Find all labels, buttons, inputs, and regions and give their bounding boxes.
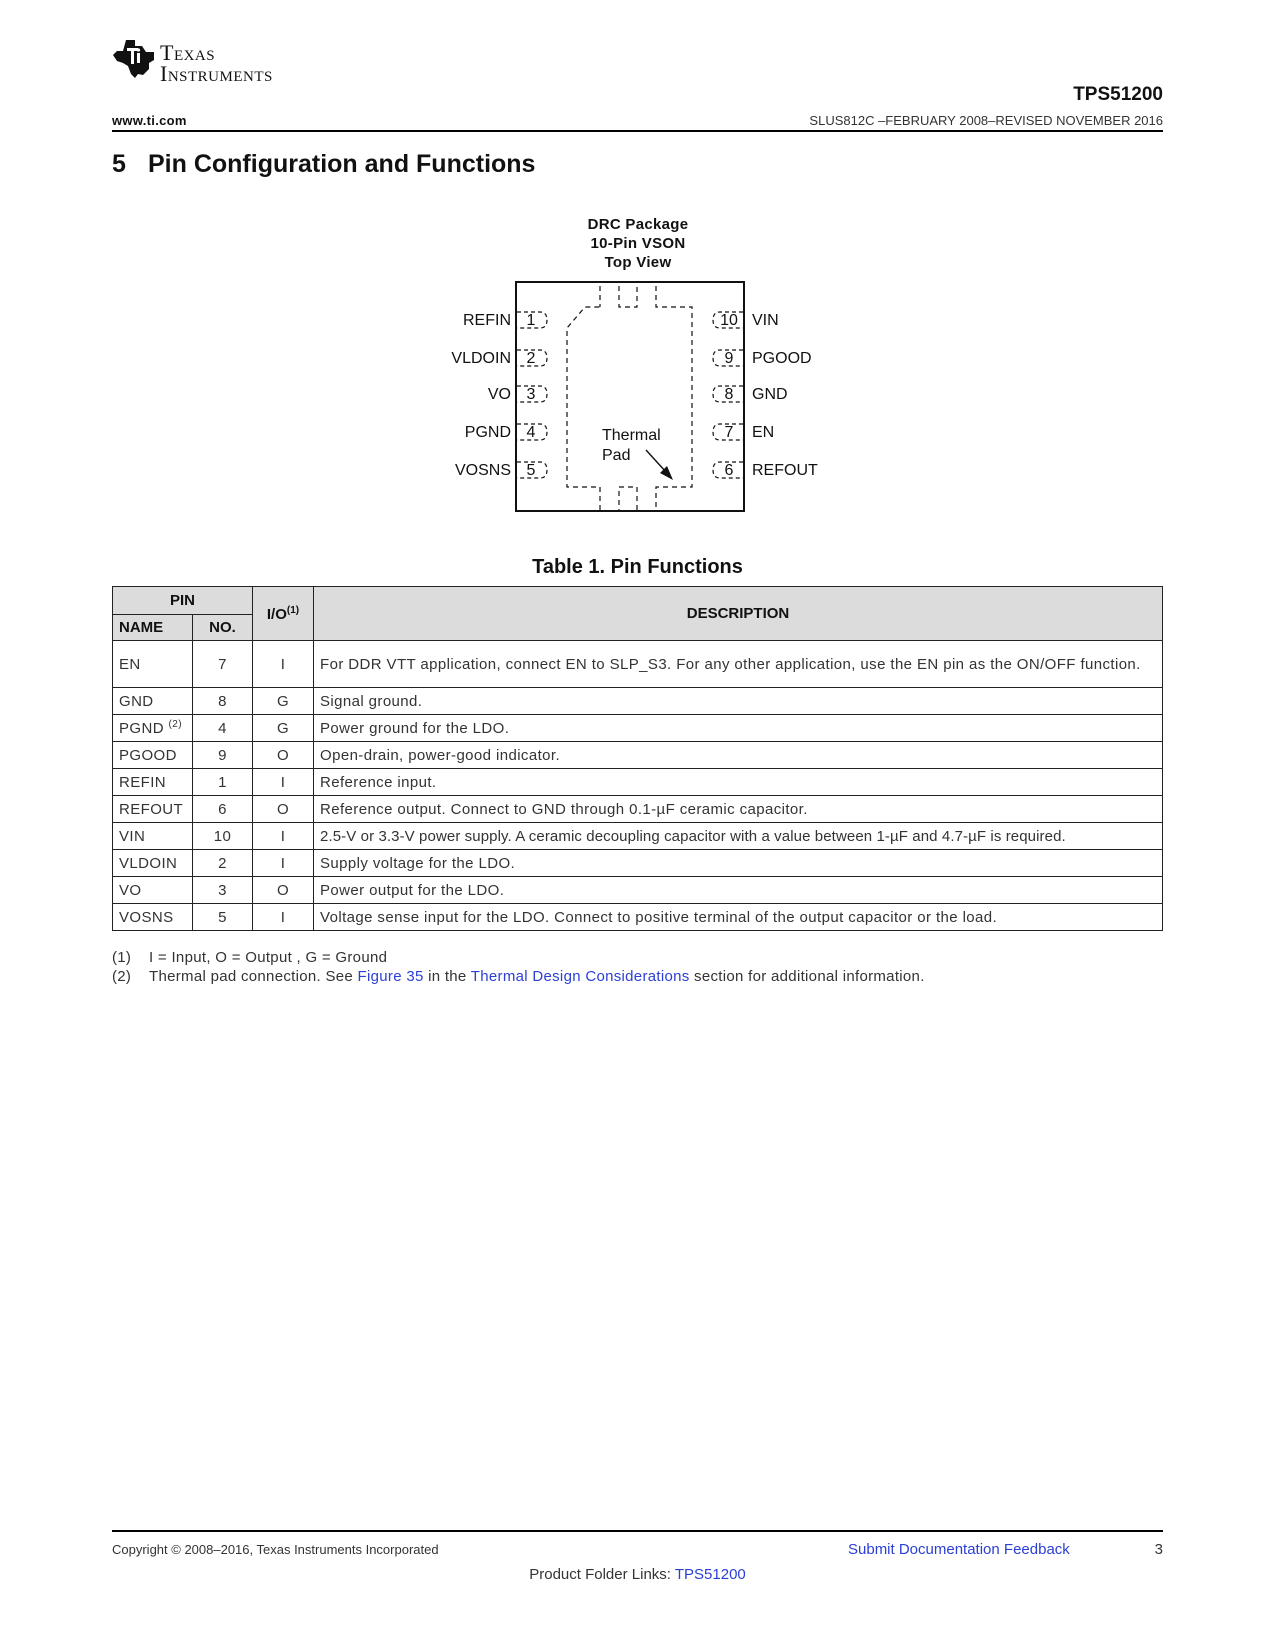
- pin-io-cell: I: [253, 850, 314, 877]
- thermal-pad-outline: [567, 286, 692, 510]
- thermal-pad-label: Thermal: [602, 427, 661, 444]
- pin-name: EN: [119, 655, 141, 673]
- table-row: [113, 641, 1163, 688]
- website-link[interactable]: www.ti.com: [112, 113, 187, 128]
- pin-number: 4: [526, 424, 536, 441]
- pin-name: PGND: [464, 424, 511, 441]
- pin-name: REFOUT: [752, 462, 818, 479]
- pin-functions-table: [112, 586, 1163, 931]
- thermal-design-link[interactable]: Thermal Design Considerations: [470, 968, 690, 985]
- pin-name: VO: [119, 881, 142, 899]
- pin-desc-cell: Power output for the LDO.: [314, 877, 1163, 904]
- package-title-line2: 10-Pin VSON: [590, 235, 686, 252]
- pin-number: 10: [720, 312, 738, 329]
- pin-desc-cell: Power ground for the LDO.: [314, 715, 1163, 742]
- pin-name-cell: [113, 877, 193, 904]
- footnotes: [112, 948, 925, 986]
- footnote-text: Thermal pad connection. See: [149, 968, 358, 985]
- section-number: 5: [112, 150, 126, 178]
- pin-name: PGOOD: [752, 350, 812, 367]
- footnote-2: [112, 967, 925, 986]
- pin-number: 7: [724, 424, 734, 441]
- header-io-label: I/O: [266, 605, 287, 623]
- pin-name-cell: [113, 742, 193, 769]
- pin-name: VIN: [119, 827, 146, 845]
- product-folder-links: [0, 1566, 1275, 1583]
- header-name: NAME: [113, 615, 193, 641]
- pin-desc-cell: Voltage sense input for the LDO. Connect to positive terminal of the output capacitor or the load.: [314, 904, 1163, 931]
- header-no: NO.: [193, 615, 253, 641]
- pin-name-cell: [113, 823, 193, 850]
- pin-name-cell: [113, 796, 193, 823]
- pin-name: PGND: [119, 720, 164, 737]
- company-name-line1: Texas: [160, 40, 216, 65]
- header-pin: PIN: [113, 587, 253, 615]
- pin-io-cell: I: [253, 769, 314, 796]
- pin-io-cell: G: [253, 715, 314, 742]
- footnote-text: in the: [423, 968, 471, 985]
- pin-desc-cell: Reference output. Connect to GND through 0.1-µF ceramic capacitor.: [314, 796, 1163, 823]
- pin-desc-cell: Reference input.: [314, 769, 1163, 796]
- copyright: Copyright © 2008–2016, Texas Instruments Incorporated: [112, 1542, 439, 1557]
- pin-name: GND: [119, 692, 154, 710]
- footnote-number: (1): [112, 949, 132, 966]
- footer-divider: [112, 1530, 1163, 1532]
- pin-no-cell: 2: [193, 850, 253, 877]
- pin-number: 9: [724, 350, 734, 367]
- ti-logo-icon[interactable]: [112, 36, 162, 86]
- pin-no-cell: 3: [193, 877, 253, 904]
- document-id: SLUS812C –FEBRUARY 2008–REVISED NOVEMBER 2016: [809, 113, 1163, 128]
- pin-io-cell: I: [253, 823, 314, 850]
- page-number: 3: [1154, 1541, 1163, 1558]
- pin-name: PGOOD: [119, 746, 177, 764]
- table-row: [113, 904, 1163, 931]
- submit-feedback-link[interactable]: Submit Documentation Feedback: [848, 1541, 1070, 1558]
- pin-name-cell: [113, 688, 193, 715]
- pin-name: REFOUT: [119, 800, 184, 818]
- pin-no-cell: 4: [193, 715, 253, 742]
- pin-name-cell: [113, 850, 193, 877]
- pin-io-cell: I: [253, 641, 314, 688]
- header-description: DESCRIPTION: [314, 587, 1163, 641]
- pin-number: 5: [526, 462, 536, 479]
- part-number: TPS51200: [1073, 84, 1163, 105]
- pin-number: 8: [724, 386, 734, 403]
- pin-name: GND: [752, 386, 788, 403]
- pin-name: REFIN: [463, 312, 511, 329]
- pin-io-cell: O: [253, 877, 314, 904]
- pin-name: VIN: [752, 312, 779, 329]
- table-row: [113, 850, 1163, 877]
- pin-io-cell: O: [253, 796, 314, 823]
- package-title: [538, 215, 738, 272]
- pin-no-cell: 5: [193, 904, 253, 931]
- table-row: [113, 742, 1163, 769]
- thermal-pad-label: Pad: [602, 447, 631, 464]
- thermal-pad-arrow-icon: [646, 450, 666, 472]
- pin-desc-cell: Signal ground.: [314, 688, 1163, 715]
- table-row: [113, 715, 1163, 742]
- pin-name: REFIN: [119, 773, 166, 791]
- pin-number: 1: [526, 312, 536, 329]
- package-diagram: [430, 280, 850, 530]
- table-row: [113, 877, 1163, 904]
- pin-desc-cell: Open-drain, power-good indicator.: [314, 742, 1163, 769]
- package-title-line3: Top View: [604, 254, 672, 271]
- footnote-1: [112, 948, 925, 967]
- package-title-line1: DRC Package: [587, 216, 689, 233]
- section-title-text: Pin Configuration and Functions: [148, 150, 536, 178]
- pin-name-cell: [113, 769, 193, 796]
- package-outline: [516, 282, 744, 511]
- pin-no-cell: 9: [193, 742, 253, 769]
- pin-io-cell: O: [253, 742, 314, 769]
- pin-no-cell: 6: [193, 796, 253, 823]
- pin-name: VLDOIN: [451, 350, 511, 367]
- pin-name: EN: [752, 424, 775, 441]
- table-row: [113, 823, 1163, 850]
- footnote-text: section for additional information.: [689, 968, 925, 985]
- table-row: [113, 769, 1163, 796]
- pin-name: VOSNS: [119, 908, 174, 926]
- pin-number: 2: [526, 350, 536, 367]
- pin-no-cell: 10: [193, 823, 253, 850]
- footnote-ref[interactable]: (1): [286, 604, 300, 616]
- pin-number: 6: [724, 462, 734, 479]
- table-row: [113, 688, 1163, 715]
- pin-name-cell: [113, 641, 193, 688]
- folder-links-label: Product Folder Links:: [529, 1566, 675, 1583]
- pin-no-cell: 8: [193, 688, 253, 715]
- footnote-number: (2): [112, 968, 132, 985]
- pin-name-cell: [113, 715, 193, 742]
- product-folder-link[interactable]: TPS51200: [674, 1566, 746, 1583]
- pin-io-cell: G: [253, 688, 314, 715]
- pin-desc-cell: For DDR VTT application, connect EN to SLP_S3. For any other application, use the EN pin as the ON/OFF function.: [314, 641, 1163, 688]
- company-name-line2: Instruments: [160, 61, 273, 86]
- header-divider: [112, 130, 1163, 132]
- pin-desc-cell: Supply voltage for the LDO.: [314, 850, 1163, 877]
- table-title: Table 1. Pin Functions: [532, 556, 743, 578]
- pin-name-cell: [113, 904, 193, 931]
- figure-35-link[interactable]: Figure 35: [357, 968, 424, 985]
- pin-io-cell: I: [253, 904, 314, 931]
- table-row: [113, 796, 1163, 823]
- section-title: [112, 150, 535, 179]
- pin-name: VLDOIN: [119, 854, 178, 872]
- pin-number: 3: [526, 386, 536, 403]
- pin-name: VO: [487, 386, 511, 403]
- pin-no-cell: 7: [193, 641, 253, 688]
- pin-no-cell: 1: [193, 769, 253, 796]
- header-io: [253, 587, 314, 641]
- pin-desc-cell: 2.5-V or 3.3-V power supply. A ceramic decoupling capacitor with a value between 1-µF and 4.7-µF is required.: [314, 823, 1163, 850]
- footnote-ref[interactable]: (2): [168, 719, 182, 730]
- pin-name: VOSNS: [454, 462, 511, 479]
- footnote-text: I = Input, O = Output , G = Ground: [149, 949, 388, 966]
